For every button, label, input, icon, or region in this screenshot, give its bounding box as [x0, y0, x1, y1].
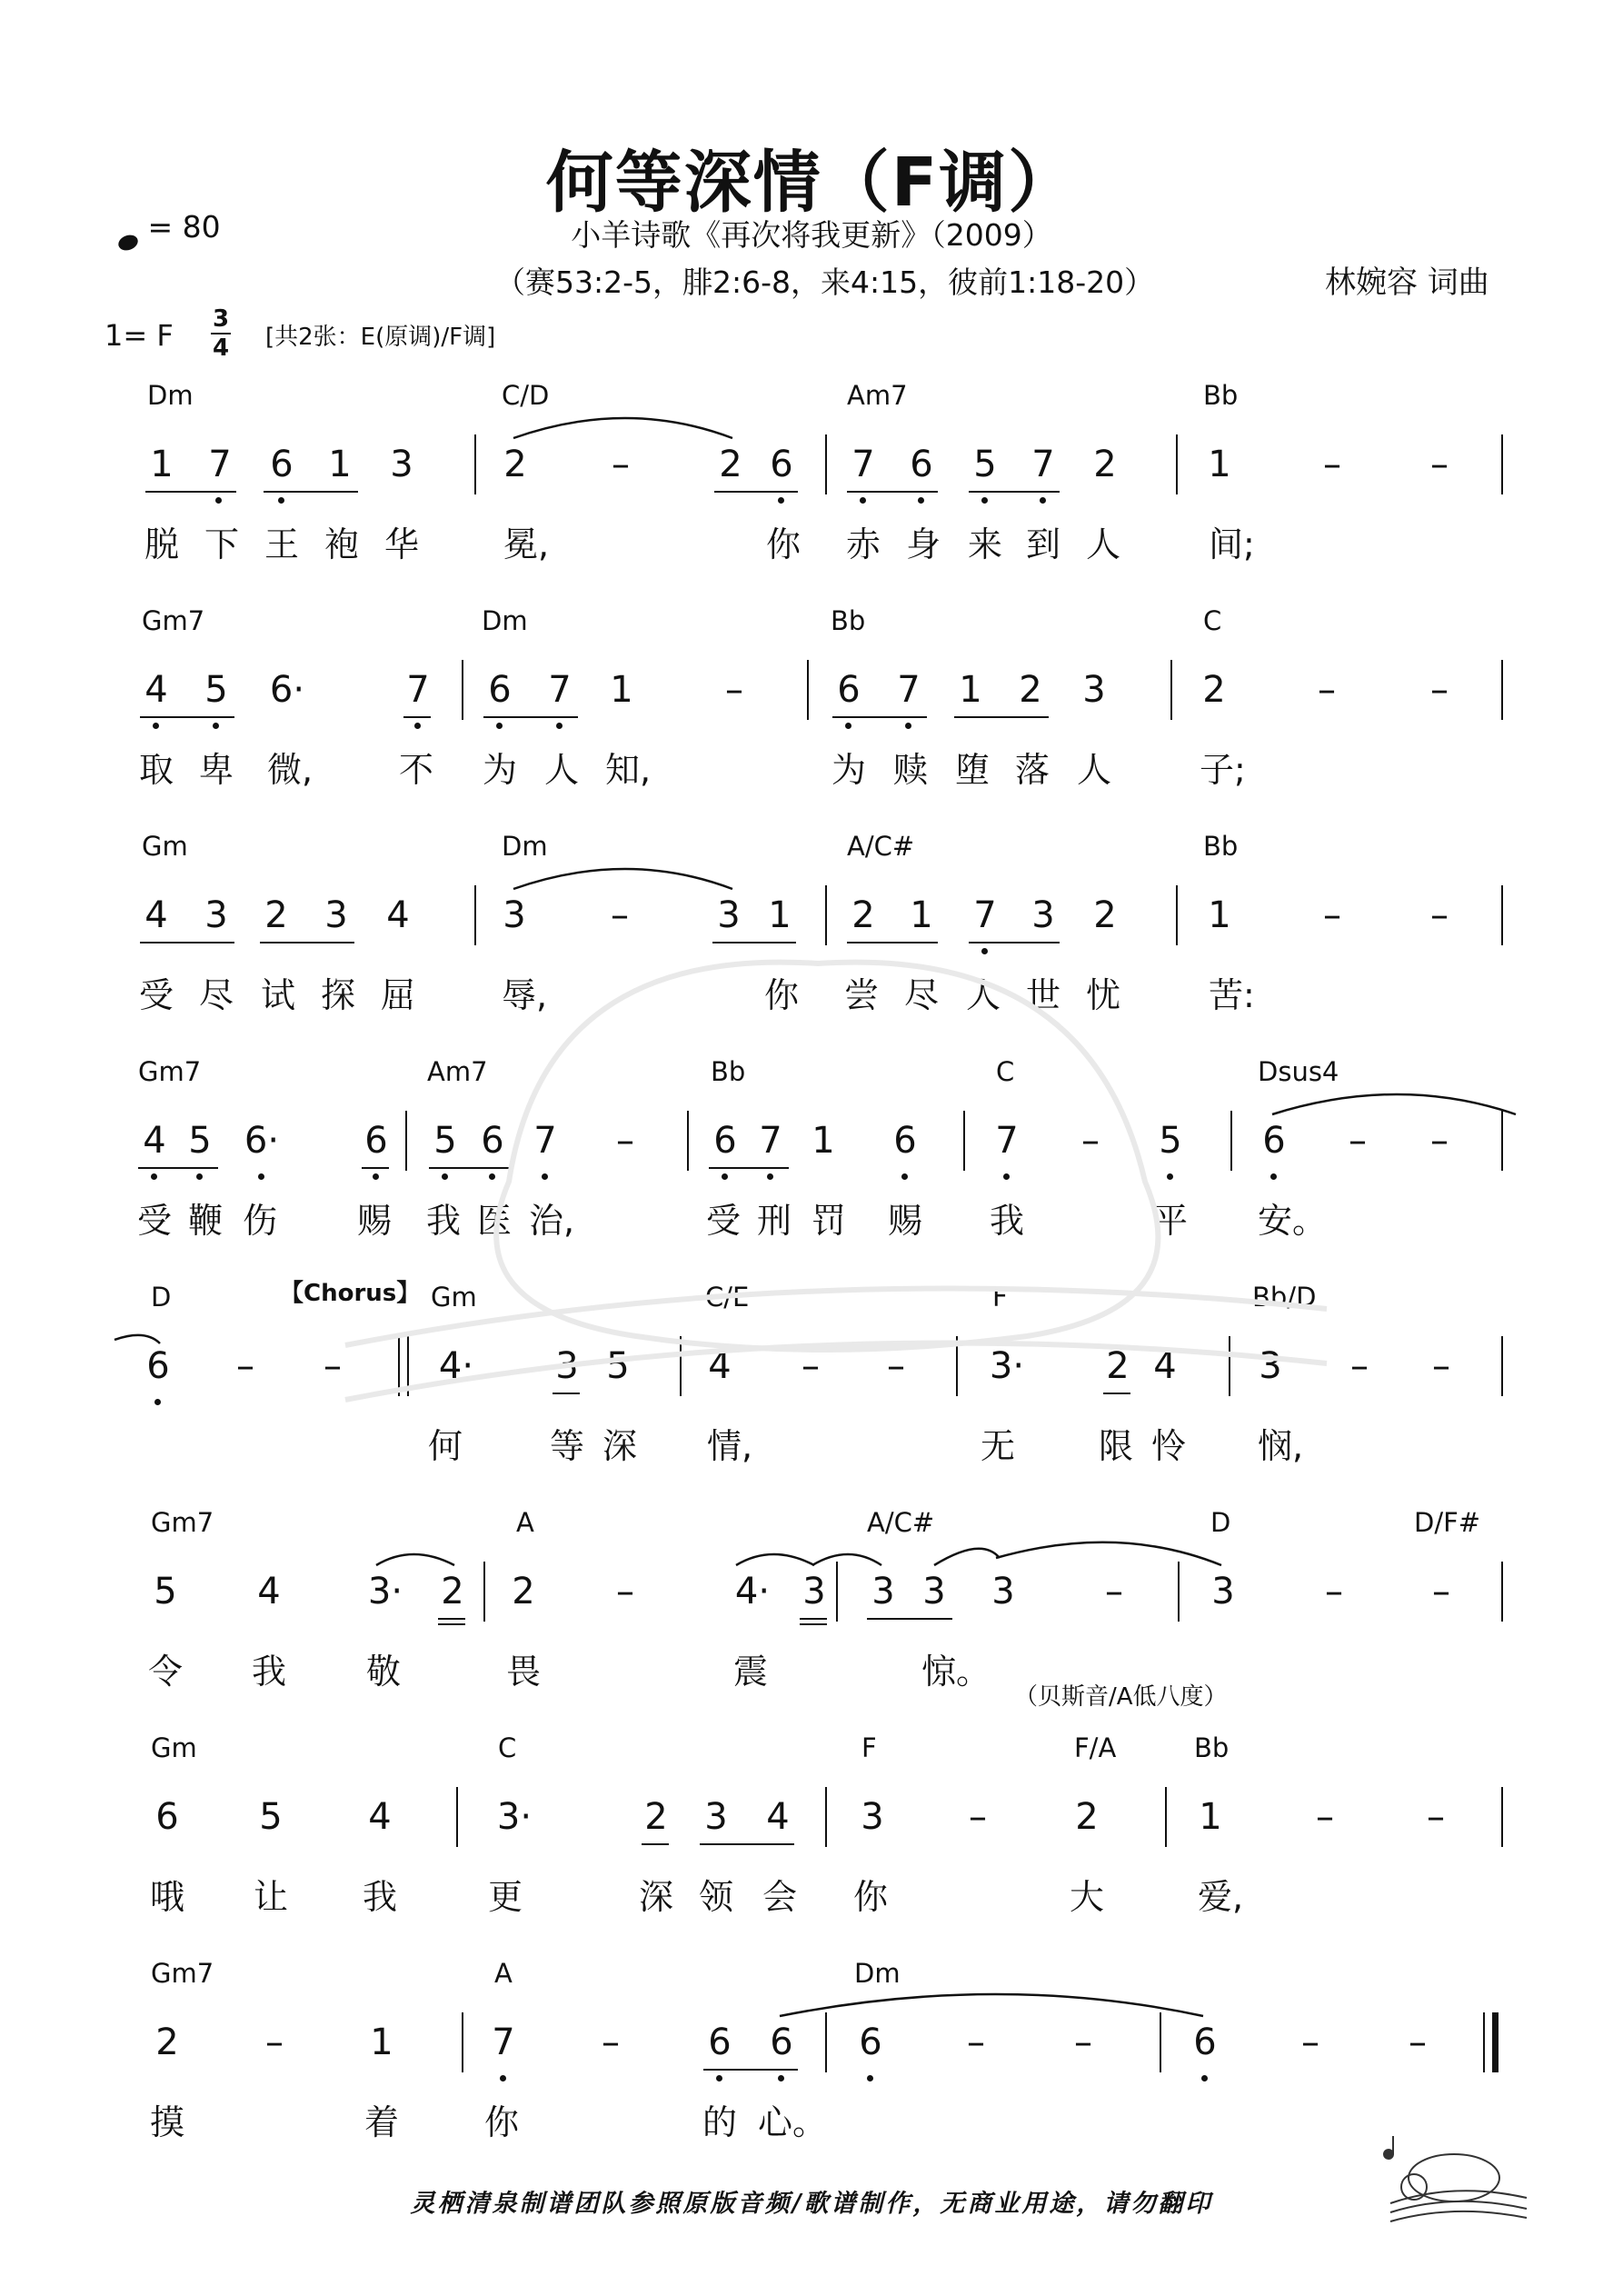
lyric: 领	[698, 1877, 733, 1917]
note: 2	[1106, 1345, 1130, 1387]
note: –	[1432, 1345, 1450, 1387]
tie-arc	[513, 869, 732, 889]
note: 3	[1082, 669, 1106, 711]
note: 3·	[367, 1571, 403, 1612]
note: –	[616, 1571, 634, 1612]
lyric: 取	[138, 750, 174, 790]
note: 2	[512, 1571, 535, 1612]
note: –	[602, 2021, 620, 2063]
note: 3	[717, 894, 741, 936]
note: 6	[488, 669, 512, 711]
note: 2	[1093, 894, 1117, 936]
lyric: 爱,	[1198, 1877, 1244, 1917]
note: –	[1432, 1571, 1450, 1612]
note: 4	[144, 894, 168, 936]
chord: A	[494, 1958, 513, 1989]
lyric: 敬	[365, 1652, 401, 1692]
note: –	[1316, 1796, 1334, 1838]
note: 7	[533, 1120, 557, 1162]
tie-arc	[513, 418, 732, 438]
lyric: 无	[980, 1426, 1015, 1466]
tie-arc	[1272, 1094, 1516, 1114]
lyric: 令	[147, 1652, 183, 1692]
tie-arc	[934, 1549, 1000, 1565]
note: 3	[861, 1796, 884, 1838]
album-subtitle: 小羊诗歌《再次将我更新》（2009）	[571, 217, 1052, 253]
note: 1	[1208, 444, 1231, 485]
lyric: 为	[831, 750, 866, 790]
lyric: 身	[905, 524, 941, 564]
note: 6	[770, 2021, 793, 2063]
lyric: 着	[363, 2102, 399, 2142]
note: 4	[766, 1796, 790, 1838]
tie-arc	[812, 1554, 881, 1565]
lyric: 刑	[756, 1201, 792, 1241]
tie-arc	[115, 1335, 160, 1343]
note: 7	[1031, 444, 1055, 485]
lyric: 赐	[356, 1201, 392, 1241]
chord: Gm7	[151, 1507, 214, 1538]
lyric: 微,	[267, 750, 314, 790]
note: 2	[155, 2021, 179, 2063]
note: –	[1350, 1345, 1369, 1387]
lyric: 不	[398, 750, 433, 790]
chord: Dsus4	[1258, 1056, 1339, 1087]
note: –	[1409, 2021, 1427, 2063]
lyric: 深	[638, 1877, 673, 1917]
note: 2	[1202, 669, 1226, 711]
lyric: 你	[763, 975, 799, 1015]
lyric: 尽	[903, 975, 939, 1015]
note: –	[1430, 1120, 1449, 1162]
note: 5	[1159, 1120, 1182, 1162]
chord: C/E	[705, 1282, 750, 1313]
note: 3	[1259, 1345, 1282, 1387]
chord: Dm	[147, 380, 194, 411]
note: –	[1349, 1120, 1367, 1162]
lyric: 怜	[1150, 1426, 1186, 1466]
key-signature: 1= F	[105, 318, 174, 353]
chord: A/C#	[847, 831, 915, 862]
chord: Bb	[1194, 1732, 1230, 1763]
note: 7	[851, 444, 875, 485]
lyric: 畏	[505, 1652, 541, 1692]
chord: F	[992, 1282, 1008, 1313]
lyric: 大	[1069, 1877, 1104, 1917]
chord: A	[516, 1507, 534, 1538]
lyric: 你	[765, 524, 801, 564]
lyric: 心。	[758, 2102, 828, 2142]
note: 6	[910, 444, 933, 485]
time-sig-top: 3	[212, 305, 230, 333]
note: 6·	[269, 669, 305, 711]
note: 1	[910, 894, 933, 936]
note: 3·	[989, 1345, 1025, 1387]
chord: Bb	[711, 1056, 746, 1087]
chord: Am7	[427, 1056, 488, 1087]
lyric: 受	[705, 1201, 741, 1241]
lyric: 辱,	[502, 975, 548, 1015]
chord: Gm7	[138, 1056, 202, 1087]
lyric: 人	[543, 750, 579, 790]
lyric: 间;	[1209, 524, 1255, 564]
note: 3	[1211, 1571, 1235, 1612]
note: –	[969, 1796, 987, 1838]
lyric: 赤	[845, 524, 881, 564]
note: 2	[851, 894, 875, 936]
note: 4	[143, 1120, 166, 1162]
lyric: 到	[1025, 524, 1060, 564]
lyric: 安。	[1258, 1201, 1328, 1241]
note: –	[324, 1345, 342, 1387]
tie-arc	[736, 1554, 814, 1565]
note: –	[265, 2021, 284, 2063]
note: –	[616, 1120, 634, 1162]
note: 3	[1031, 894, 1055, 936]
note: 1	[328, 444, 352, 485]
note: 4	[368, 1796, 392, 1838]
note: –	[1301, 2021, 1319, 2063]
note: 1	[150, 444, 174, 485]
chord: F	[861, 1732, 877, 1763]
time-sig-bottom: 4	[212, 334, 230, 362]
note: 2	[719, 444, 742, 485]
lyric: 人	[1085, 524, 1120, 564]
chord: Bb	[1203, 831, 1239, 862]
song-title: 何等深情（F调）	[545, 144, 1078, 222]
note: –	[1427, 1796, 1445, 1838]
tie-arc	[376, 1554, 454, 1565]
note: 6	[364, 1120, 388, 1162]
note: 6	[859, 2021, 882, 2063]
note: 5	[973, 444, 997, 485]
note: –	[1105, 1571, 1123, 1612]
tempo-value: = 80	[147, 209, 221, 245]
note: 3	[871, 1571, 895, 1612]
footer-notice: 灵栖清泉制谱团队参照原版音频/歌谱制作，无商业用途，请勿翻印	[410, 2190, 1213, 2218]
note: 3	[555, 1345, 579, 1387]
note: –	[1323, 444, 1341, 485]
lyric: 限	[1098, 1426, 1133, 1466]
chord: Gm7	[151, 1958, 214, 1989]
note: –	[887, 1345, 905, 1387]
note: 2	[644, 1796, 668, 1838]
note: 6	[893, 1120, 917, 1162]
lyric: 受	[138, 975, 174, 1015]
lyric: 为	[482, 750, 517, 790]
note: 7	[973, 894, 997, 936]
note: –	[1074, 2021, 1092, 2063]
chord: F/A	[1074, 1732, 1117, 1763]
note: –	[1430, 669, 1449, 711]
note: 7	[995, 1120, 1019, 1162]
chord: Gm	[142, 831, 188, 862]
note: 6·	[244, 1120, 280, 1162]
note: 3	[704, 1796, 728, 1838]
lyric: 屈	[380, 975, 415, 1015]
lyric: 冕,	[503, 524, 550, 564]
note: 6	[708, 2021, 732, 2063]
note: –	[1430, 894, 1449, 936]
lyric: 平	[1152, 1201, 1188, 1241]
note: 1	[610, 669, 633, 711]
chord: A/C#	[867, 1507, 935, 1538]
author-credit: 林婉容 词曲	[1325, 265, 1489, 301]
note: 3	[503, 894, 526, 936]
lyric: 子;	[1200, 750, 1246, 790]
lyric: 我	[362, 1877, 397, 1917]
chord: D	[1210, 1507, 1231, 1538]
lyric: 悯,	[1258, 1426, 1304, 1466]
lyric: 袍	[324, 524, 359, 564]
chord: Dm	[502, 831, 548, 862]
lyric: 伤	[242, 1201, 277, 1241]
note: 3	[991, 1571, 1015, 1612]
note: 5	[259, 1796, 283, 1838]
chord: Bb	[831, 605, 866, 636]
note: 1	[959, 669, 982, 711]
lyric: 哦	[149, 1877, 184, 1917]
chord: C	[996, 1056, 1015, 1087]
note: 4	[386, 894, 410, 936]
note: 6	[146, 1345, 170, 1387]
note: 4·	[734, 1571, 771, 1612]
lyric: 受	[136, 1201, 172, 1241]
lyric: 人	[1076, 750, 1111, 790]
note: 1	[370, 2021, 393, 2063]
lyric: 震	[732, 1652, 768, 1692]
lyric: 来	[967, 524, 1002, 564]
lyric: 我	[425, 1201, 461, 1241]
lyric: 情,	[707, 1426, 753, 1466]
note: 6	[481, 1120, 504, 1162]
note: –	[236, 1345, 254, 1387]
lyric: 王	[264, 524, 299, 564]
note: 5	[433, 1120, 457, 1162]
note: 2	[1075, 1796, 1099, 1838]
lyric: 下	[204, 524, 239, 564]
note: –	[612, 444, 630, 485]
note: –	[1081, 1120, 1100, 1162]
lyric: 落	[1014, 750, 1050, 790]
chord: D	[151, 1282, 172, 1313]
note: 3	[204, 894, 228, 936]
lyric: 我	[251, 1652, 286, 1692]
lyric: 苦:	[1209, 975, 1255, 1015]
note: 2	[264, 894, 288, 936]
lyric: 医	[476, 1201, 512, 1241]
note: 6	[770, 444, 793, 485]
lyric: 的	[702, 2102, 737, 2142]
lyric: 何	[427, 1426, 463, 1466]
chorus-label: 【Chorus】	[280, 1280, 421, 1307]
note: 2	[441, 1571, 464, 1612]
note: 4	[708, 1345, 732, 1387]
note: 4	[1153, 1345, 1177, 1387]
note: –	[725, 669, 743, 711]
note: 6	[1262, 1120, 1286, 1162]
note: 6	[837, 669, 861, 711]
note: 3	[922, 1571, 946, 1612]
note: –	[1318, 669, 1336, 711]
note: 5	[154, 1571, 177, 1612]
lyric: 尽	[198, 975, 234, 1015]
scripture-references: （赛53:2-5，腓2:6-8，来4:15，彼前1:18-20）	[495, 265, 1155, 300]
note: –	[802, 1345, 820, 1387]
note: 7	[759, 1120, 782, 1162]
note: 3·	[496, 1796, 533, 1838]
sheep-watermark	[345, 963, 1327, 1400]
note: 7	[406, 669, 430, 711]
lyric: 堕	[954, 750, 990, 790]
chord: Am7	[847, 380, 908, 411]
note: 3	[390, 444, 413, 485]
note: 5	[606, 1345, 630, 1387]
note: 6	[155, 1796, 179, 1838]
note: 7	[208, 444, 232, 485]
chord: Gm	[151, 1732, 197, 1763]
note: 6	[713, 1120, 737, 1162]
chord: Bb/D	[1252, 1282, 1317, 1313]
note: 2	[1093, 444, 1117, 485]
note: 7	[548, 669, 572, 711]
note: 6	[270, 444, 294, 485]
lyric: 卑	[198, 750, 234, 790]
lyric: 人	[965, 975, 1001, 1015]
note: 1	[812, 1120, 835, 1162]
note: –	[1430, 444, 1449, 485]
lyric: 罚	[811, 1201, 846, 1241]
lyric: 忧	[1085, 975, 1120, 1015]
lyric: 赐	[887, 1201, 922, 1241]
chord: Dm	[482, 605, 528, 636]
chord: Dm	[854, 1958, 901, 1989]
lyric: 探	[320, 975, 355, 1015]
lyric: 会	[762, 1877, 797, 1917]
lyric: 我	[989, 1201, 1024, 1241]
note: 2	[503, 444, 527, 485]
key-note: [共2张：E(原调)/F调]	[265, 324, 496, 351]
note: 1	[1199, 1796, 1222, 1838]
lyric: 赎	[892, 750, 928, 790]
lyric: 试	[260, 975, 295, 1015]
note: 5	[188, 1120, 212, 1162]
lyric: 尝	[843, 975, 879, 1015]
note: –	[611, 894, 629, 936]
chord: D/F#	[1414, 1507, 1481, 1538]
chord: Bb	[1203, 380, 1239, 411]
chord: Gm7	[142, 605, 205, 636]
lyric: 知,	[605, 750, 652, 790]
note: –	[1323, 894, 1341, 936]
note: 1	[768, 894, 792, 936]
note: 6	[1193, 2021, 1217, 2063]
note: 3	[324, 894, 348, 936]
lyric: 世	[1025, 975, 1060, 1015]
note: 4·	[438, 1345, 474, 1387]
lyric: 惊。	[921, 1652, 991, 1692]
note: 1	[1208, 894, 1231, 936]
lyric: 治,	[529, 1201, 575, 1241]
lyric: 让	[253, 1877, 288, 1917]
lyric: 你	[852, 1877, 888, 1917]
bass-note: （贝斯音/A低八度）	[1014, 1683, 1228, 1711]
lyric: 脱	[144, 524, 179, 564]
note: 4	[257, 1571, 281, 1612]
note: –	[1325, 1571, 1343, 1612]
lyric: 鞭	[187, 1201, 223, 1241]
note: 7	[897, 669, 921, 711]
chord: C/D	[502, 380, 550, 411]
tie-arc	[996, 1542, 1221, 1565]
note: –	[967, 2021, 985, 2063]
note: 5	[204, 669, 228, 711]
note: 3	[802, 1571, 826, 1612]
note: 2	[1019, 669, 1042, 711]
lyric: 更	[487, 1877, 523, 1917]
chord: Gm	[431, 1282, 477, 1313]
lyric: 深	[602, 1426, 637, 1466]
lyric: 你	[483, 2102, 519, 2142]
lyric: 等	[549, 1426, 584, 1466]
note: 4	[144, 669, 168, 711]
lyric: 华	[383, 524, 419, 564]
chord: C	[1203, 605, 1222, 636]
chord: C	[498, 1732, 517, 1763]
tie-arc	[780, 1994, 1203, 2016]
note: 7	[492, 2021, 515, 2063]
lyric: 摸	[149, 2102, 184, 2142]
